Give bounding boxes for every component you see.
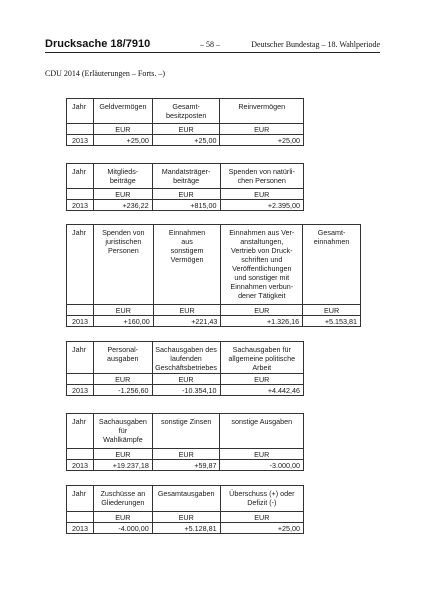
header-cell: Jahr [67, 225, 94, 305]
year-cell: 2013 [67, 523, 94, 534]
header-cell: Personal- ausgaben [93, 342, 152, 374]
header-cell: Sachausgaben für Wahlkämpfe [93, 414, 152, 449]
unit-cell [67, 512, 94, 523]
header-cell: Jahr [67, 342, 94, 374]
value-cell: +5.128,81 [152, 523, 220, 534]
unit-cell: EUR [93, 305, 153, 316]
value-cell: -4.000,00 [93, 523, 152, 534]
unit-cell: EUR [220, 124, 304, 135]
unit-cell [67, 124, 94, 135]
header-cell: Sachausgaben für allgemeine politische Arbeit [220, 342, 303, 374]
unit-cell: EUR [303, 305, 361, 316]
year-cell: 2013 [67, 135, 94, 146]
unit-cell: EUR [152, 449, 220, 460]
header-cell: sonstige Zinsen [152, 414, 220, 449]
header-cell: Gesamt- besitzposten [152, 99, 220, 124]
header-cell: Jahr [67, 164, 94, 189]
table-income [66, 224, 361, 327]
unit-cell: EUR [152, 124, 220, 135]
unit-cell: EUR [93, 124, 152, 135]
value-cell: +4.442,46 [220, 385, 303, 396]
unit-cell: EUR [93, 374, 152, 385]
document-number: Drucksache 18/7910 [45, 38, 151, 50]
header-cell: Geldvermögen [93, 99, 152, 124]
table-contributions [66, 163, 304, 211]
header-cell: Überschuss (+) oder Defizit (-) [220, 486, 303, 512]
value-cell: +815,00 [152, 200, 220, 211]
value-cell: -10.354,10 [152, 385, 220, 396]
table-assets [66, 98, 304, 146]
year-cell: 2013 [67, 200, 94, 211]
value-cell: +19.237,18 [93, 460, 152, 471]
section-subtitle: CDU 2014 (Erläuterungen – Forts. –) [45, 69, 165, 78]
unit-cell: EUR [220, 189, 304, 200]
year-cell: 2013 [67, 460, 94, 471]
unit-cell: EUR [220, 449, 304, 460]
unit-cell: EUR [152, 512, 220, 523]
value-cell: +160,00 [93, 316, 153, 327]
unit-cell: EUR [93, 512, 152, 523]
table-expenses-2 [66, 413, 304, 471]
header-cell: Mitglieds- beiträge [93, 164, 152, 189]
year-cell: 2013 [67, 316, 94, 327]
header-cell: Jahr [67, 414, 94, 449]
year-cell: 2013 [67, 385, 94, 396]
value-cell: +221,43 [153, 316, 221, 327]
header-cell: Einnahmen aus Ver- anstaltungen, Vertrieb von Druck- schriften und Veröffentlichungen und sonstiger mit Einnahmen verbun- dener Tätigkeit [221, 225, 303, 305]
unit-cell [67, 189, 94, 200]
header-cell: Einnahmen aus sonstigem Vermögen [153, 225, 221, 305]
value-cell: +5.153,81 [303, 316, 361, 327]
value-cell: +25,00 [93, 135, 152, 146]
value-cell: +25,00 [220, 523, 303, 534]
value-cell: +2.395,00 [220, 200, 304, 211]
header-cell: Reinvermögen [220, 99, 304, 124]
header-cell: Spenden von natürli- chen Personen [220, 164, 304, 189]
header-cell: Zuschüsse an Gliederungen [93, 486, 152, 512]
table-expenses-1 [66, 341, 304, 396]
header-cell: Gesamtausgaben [152, 486, 220, 512]
value-cell: +59,87 [152, 460, 220, 471]
value-cell: +236,22 [93, 200, 152, 211]
header-rule [45, 52, 380, 53]
unit-cell: EUR [93, 189, 152, 200]
unit-cell: EUR [153, 305, 221, 316]
value-cell: -3.000,00 [220, 460, 304, 471]
unit-cell [67, 449, 94, 460]
value-cell: -1.256,60 [93, 385, 152, 396]
header-cell: Mandatsträger- beiträge [152, 164, 220, 189]
table-totals [66, 485, 304, 534]
header-cell: Jahr [67, 486, 94, 512]
header-cell: sonstige Ausgaben [220, 414, 304, 449]
unit-cell: EUR [152, 374, 220, 385]
header-cell: Jahr [67, 99, 94, 124]
unit-cell [67, 374, 94, 385]
unit-cell: EUR [221, 305, 303, 316]
unit-cell: EUR [220, 374, 303, 385]
header-cell: Spenden von juristischen Personen [93, 225, 153, 305]
unit-cell: EUR [220, 512, 303, 523]
page-number: – 58 – [200, 40, 220, 49]
header-cell: Sachausgaben des laufenden Geschäftsbetriebes [152, 342, 220, 374]
legislative-period: Deutscher Bundestag – 18. Wahlperiode [251, 40, 380, 49]
value-cell: +1.326,16 [221, 316, 303, 327]
unit-cell: EUR [152, 189, 220, 200]
value-cell: +25,00 [220, 135, 304, 146]
unit-cell [67, 305, 94, 316]
value-cell: +25,00 [152, 135, 220, 146]
header-cell: Gesamt- einnahmen [303, 225, 361, 305]
unit-cell: EUR [93, 449, 152, 460]
